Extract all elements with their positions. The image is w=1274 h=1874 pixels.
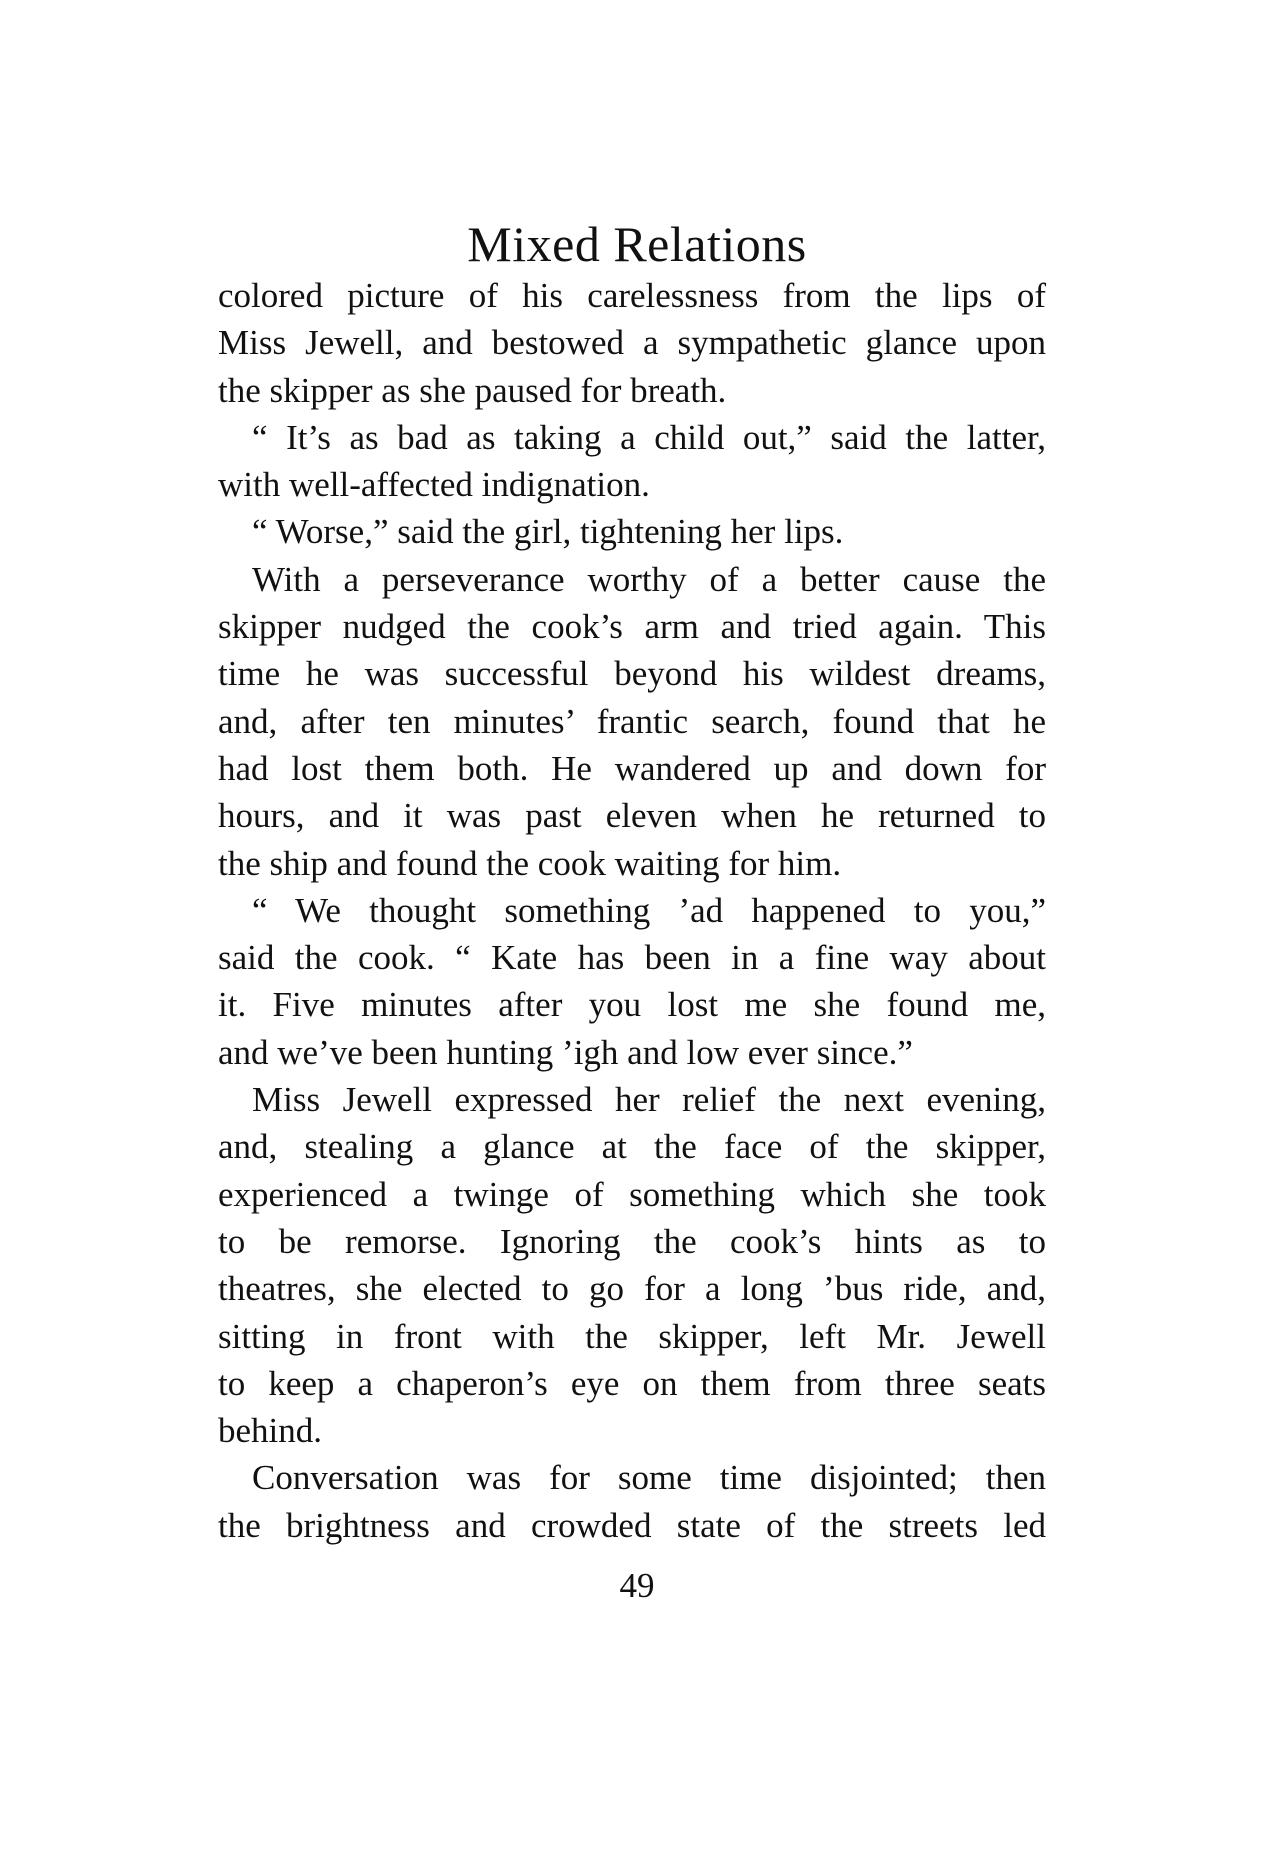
text-line: Miss Jewell, and bestowed a sympathetic glance upon <box>218 323 1046 363</box>
text-line: “ It’s as bad as taking a child out,” said the latter, <box>252 417 1046 457</box>
text-line: “ Worse,” said the girl, tightening her lips. <box>252 512 844 552</box>
text-line: with well-affected indignation. <box>218 465 650 505</box>
text-line: and, after ten minutes’ frantic search, found that he <box>218 701 1046 741</box>
text-line: said the cook. “ Kate has been in a fine way about <box>218 938 1046 978</box>
text-line: skipper nudged the cook’s arm and tried again. This <box>218 607 1046 647</box>
running-head: Mixed Relations <box>467 216 807 272</box>
text-line: it. Five minutes after you lost me she found me, <box>218 985 1046 1025</box>
text-line: and we’ve been hunting ’igh and low ever since.” <box>218 1032 913 1072</box>
text-line: With a perseverance worthy of a better cause the <box>252 559 1046 599</box>
text-line: colored picture of his carelessness from the lips of <box>218 276 1046 315</box>
text-line: the skipper as she paused for breath. <box>218 370 727 410</box>
text-line: experienced a twinge of something which she took <box>218 1174 1046 1214</box>
text-line: had lost them both. He wandered up and down for <box>218 748 1046 788</box>
text-line: theatres, she elected to go for a long ’bus ride, and, <box>218 1269 1046 1309</box>
text-line: the brightness and crowded state of the streets led <box>218 1505 1046 1545</box>
text-line: the ship and found the cook waiting for him. <box>218 843 842 883</box>
text-line: and, stealing a glance at the face of the skipper, <box>218 1127 1046 1167</box>
text-line: to be remorse. Ignoring the cook’s hints as to <box>218 1221 1046 1261</box>
text-line: sitting in front with the skipper, left Mr. Jewell <box>218 1316 1046 1356</box>
text-line: behind. <box>218 1411 323 1451</box>
text-line: Miss Jewell expressed her relief the next evening, <box>252 1080 1046 1120</box>
text-line: hours, and it was past eleven when he returned to <box>218 796 1046 836</box>
text-line: Conversation was for some time disjointed; then <box>252 1458 1046 1498</box>
body-text <box>218 272 1046 1549</box>
text-line: time he was successful beyond his wildest dreams, <box>218 654 1046 694</box>
page-number: 49 <box>619 1566 655 1605</box>
text-line: to keep a chaperon’s eye on them from three seats <box>218 1363 1046 1403</box>
text-line: “ We thought something ’ad happened to you,” <box>252 890 1046 930</box>
